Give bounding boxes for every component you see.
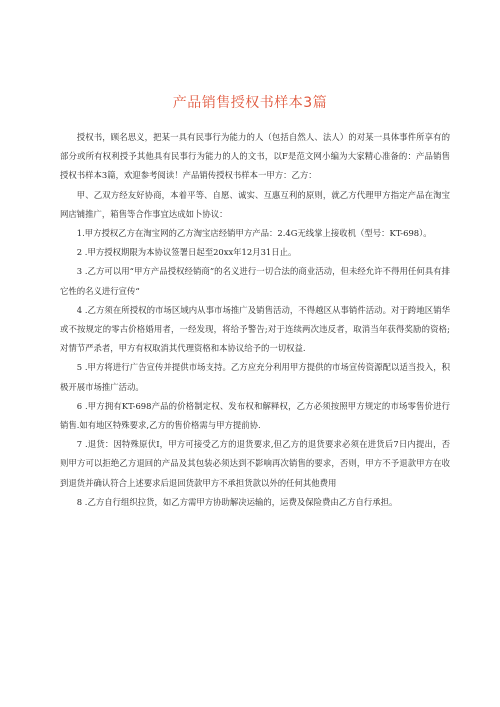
paragraph-preamble: 甲、乙双方经友好协商，本着平等、自愿、诚实、互惠互利的原则，就乙方代理甲方指定产品在淘宝网店铺推广，箱售等合作事宜达成如卜协议： <box>60 189 450 219</box>
clause-3: 3 .乙方可以用“甲方产品授权经销商”的名义进行一切合法的商业活动，但未经允许不得用任何具有排它性的名义进行宣传“ <box>60 266 450 296</box>
clause-7: 7 .退货：因特殊原伏I，甲方可接受乙方的退货要求,但乙方的退货要求必须在进货后7日内提出，否则甲方可以拒绝乙方退回的产品及其包装必须达到不影响再次销售的要求，否则，甲方不予退款甲方在收到退货并确认符合上述要求后退回货款甲方不承担货款以外的任何其他费用 <box>60 439 450 488</box>
document-title: 产品销售授权书样本3篇 <box>172 95 328 111</box>
clause-6: 6 .甲方拥有KT-698产品的价格制定权、发布权和解释权，乙方必须按照甲方规定的市场零售价进行销售.如有地区特殊要求,乙方的售价格需与甲方提前协. <box>60 400 450 431</box>
clause-5: 5 .甲方将进行广告宣传并提供市场支持。乙方应充分利用甲方提供的市场宣传资源配以适当投入，积极开展市场推广活动。 <box>60 362 450 392</box>
clause-1: 1.甲方授权乙方在淘宝网的乙方淘宝店经销甲方产品：2.4G无线掌上接收机（型号：KT-698）。 <box>76 228 432 239</box>
clause-2: 2 .甲方授权期限为本协议签署日起至20xx年12月31日止。 <box>76 247 297 258</box>
clause-8: 8 .乙方自行组织拉货，如乙方需甲方协助解决运输的，运费及保险费由乙方自行承担。 <box>76 496 398 507</box>
clause-4: 4 .乙方须在所授权的市场区域内从事市场推广及销售活动，不得越区从事销件活动。对于跨地区销华或不按规定的零古价格婚用者，一经发现，将给予警告;对于连续两次违反者，取消当年获得奖励的资格;对情节严杀者，甲方有权取消其代理资格和本协议给予的一切权益. <box>60 304 450 354</box>
document-body <box>60 128 450 512</box>
paragraph-intro: 授权书，顾名思义，把某一具有民事行为能力的人（包括自然人、法人）的对某一具体事件所享有的部分或所有权利授予其他具有民事行为能力的人的文书，以F是范文网小编为大家精心准备的：产品销售授权书样本3篇，欢迎参考阅读！产品销传授权书样本一甲方：乙方： <box>60 132 450 181</box>
